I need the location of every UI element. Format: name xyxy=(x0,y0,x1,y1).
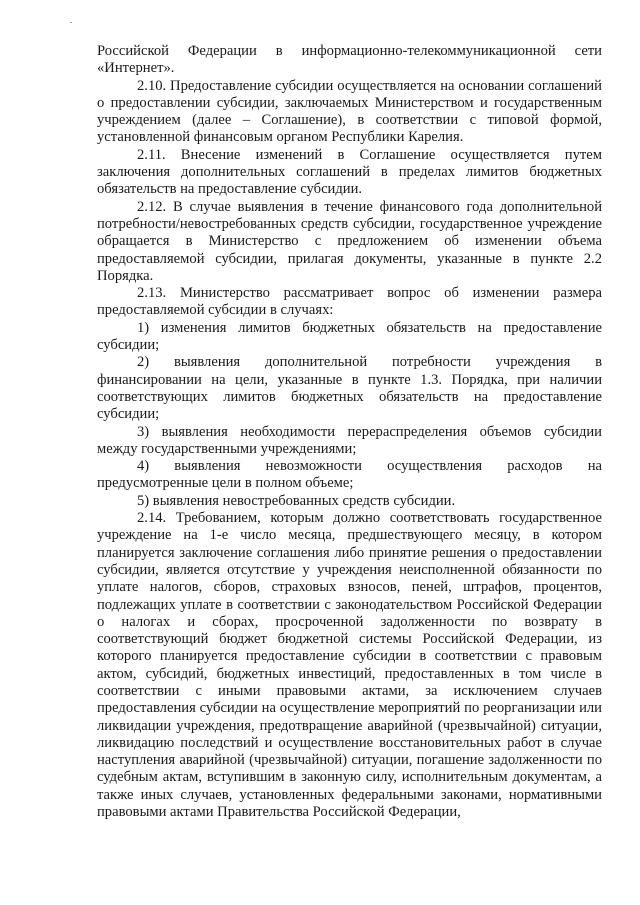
document-body xyxy=(97,43,602,821)
list-item-2-13-5: 5) выявления невостребованных средств субсидии. xyxy=(137,492,456,509)
list-item-2-13-3: 3) выявления необходимости перераспределения объемов субсидии между государственными учреждениями; xyxy=(97,423,602,457)
list-item-2-13-2: 2) выявления дополнительной потребности учреждения в финансировании на цели, указанные в пункте 1.3. Порядка, при наличии соответствующих лимитов бюджетных обязательств на предоставление субсидии; xyxy=(97,354,602,423)
paragraph-2-14: 2.14. Требованием, которым должно соответствовать государственное учреждение на 1-е число месяца, предшествующего месяцу, в котором планируется заключение соглашения либо принятие решения о предоставлении субсидии, является отсутствие у учреждения неисполненной обязанности по уплате налогов, сборов, страховых взносов, пеней, штрафов, процентов, подлежащих уплате в соответствии с законодательством Российской Федерации о налогах и сборах, просроченной задолженности по возврату в соответствующий бюджет бюджетной системы Российской Федерации, из которого планируется предоставление субсидии в соответствии с правовым актом, субсидий, бюджетных инвестиций, предоставленных в том числе в соответствии с иными правовыми актами, за исключением случаев предоставления субсидии на осуществление мероприятий по реорганизации или ликвидации учреждения, предотвращение аварийной (чрезвычайной) ситуации, ликвидацию последствий и осуществление восстановительных работ в случае наступления аварийной (чрезвычайной) ситуации, погашение задолженности по судебным актам, вступившим в законную силу, исполнительным документам, а также иных случаев, установленных федеральными законами, нормативными правовыми актами Правительства Российской Федерации, xyxy=(97,510,602,821)
paragraph-2-12: 2.12. В случае выявления в течение финансового года дополнительной потребности/невостребованных средств субсидии, государственное учреждение обращается в Министерство с предложением об изменении объема предоставляемой субсидии, прилагая документы, указанные в пункте 2.2 Порядка. xyxy=(97,198,602,284)
list-item-2-13-1: 1) изменения лимитов бюджетных обязательств на предоставление субсидии; xyxy=(97,319,602,354)
paragraph-2-10: 2.10. Предоставление субсидии осуществляется на основании соглашений о предоставлении субсидии, заключаемых Министерством и государственным учреждением (далее – Соглашение), в соответствии с типовой формой, установленной финансовым органом Республики Карелия. xyxy=(97,77,602,146)
paragraph-2-13: 2.13. Министерство рассматривает вопрос об изменении размера предоставляемой субсидии в случаях: xyxy=(97,285,602,319)
paragraph-continuation: Российской Федерации в информационно-телекоммуникационной сети «Интернет». xyxy=(97,43,602,77)
list-item-2-13-4: 4) выявления невозможности осуществления расходов на предусмотренные цели в полном объеме; xyxy=(97,458,602,492)
scan-artifact xyxy=(70,22,72,23)
paragraph-2-11: 2.11. Внесение изменений в Соглашение осуществляется путем заключения дополнительных соглашений в пределах лимитов бюджетных обязательств на предоставление субсидии. xyxy=(97,146,602,198)
